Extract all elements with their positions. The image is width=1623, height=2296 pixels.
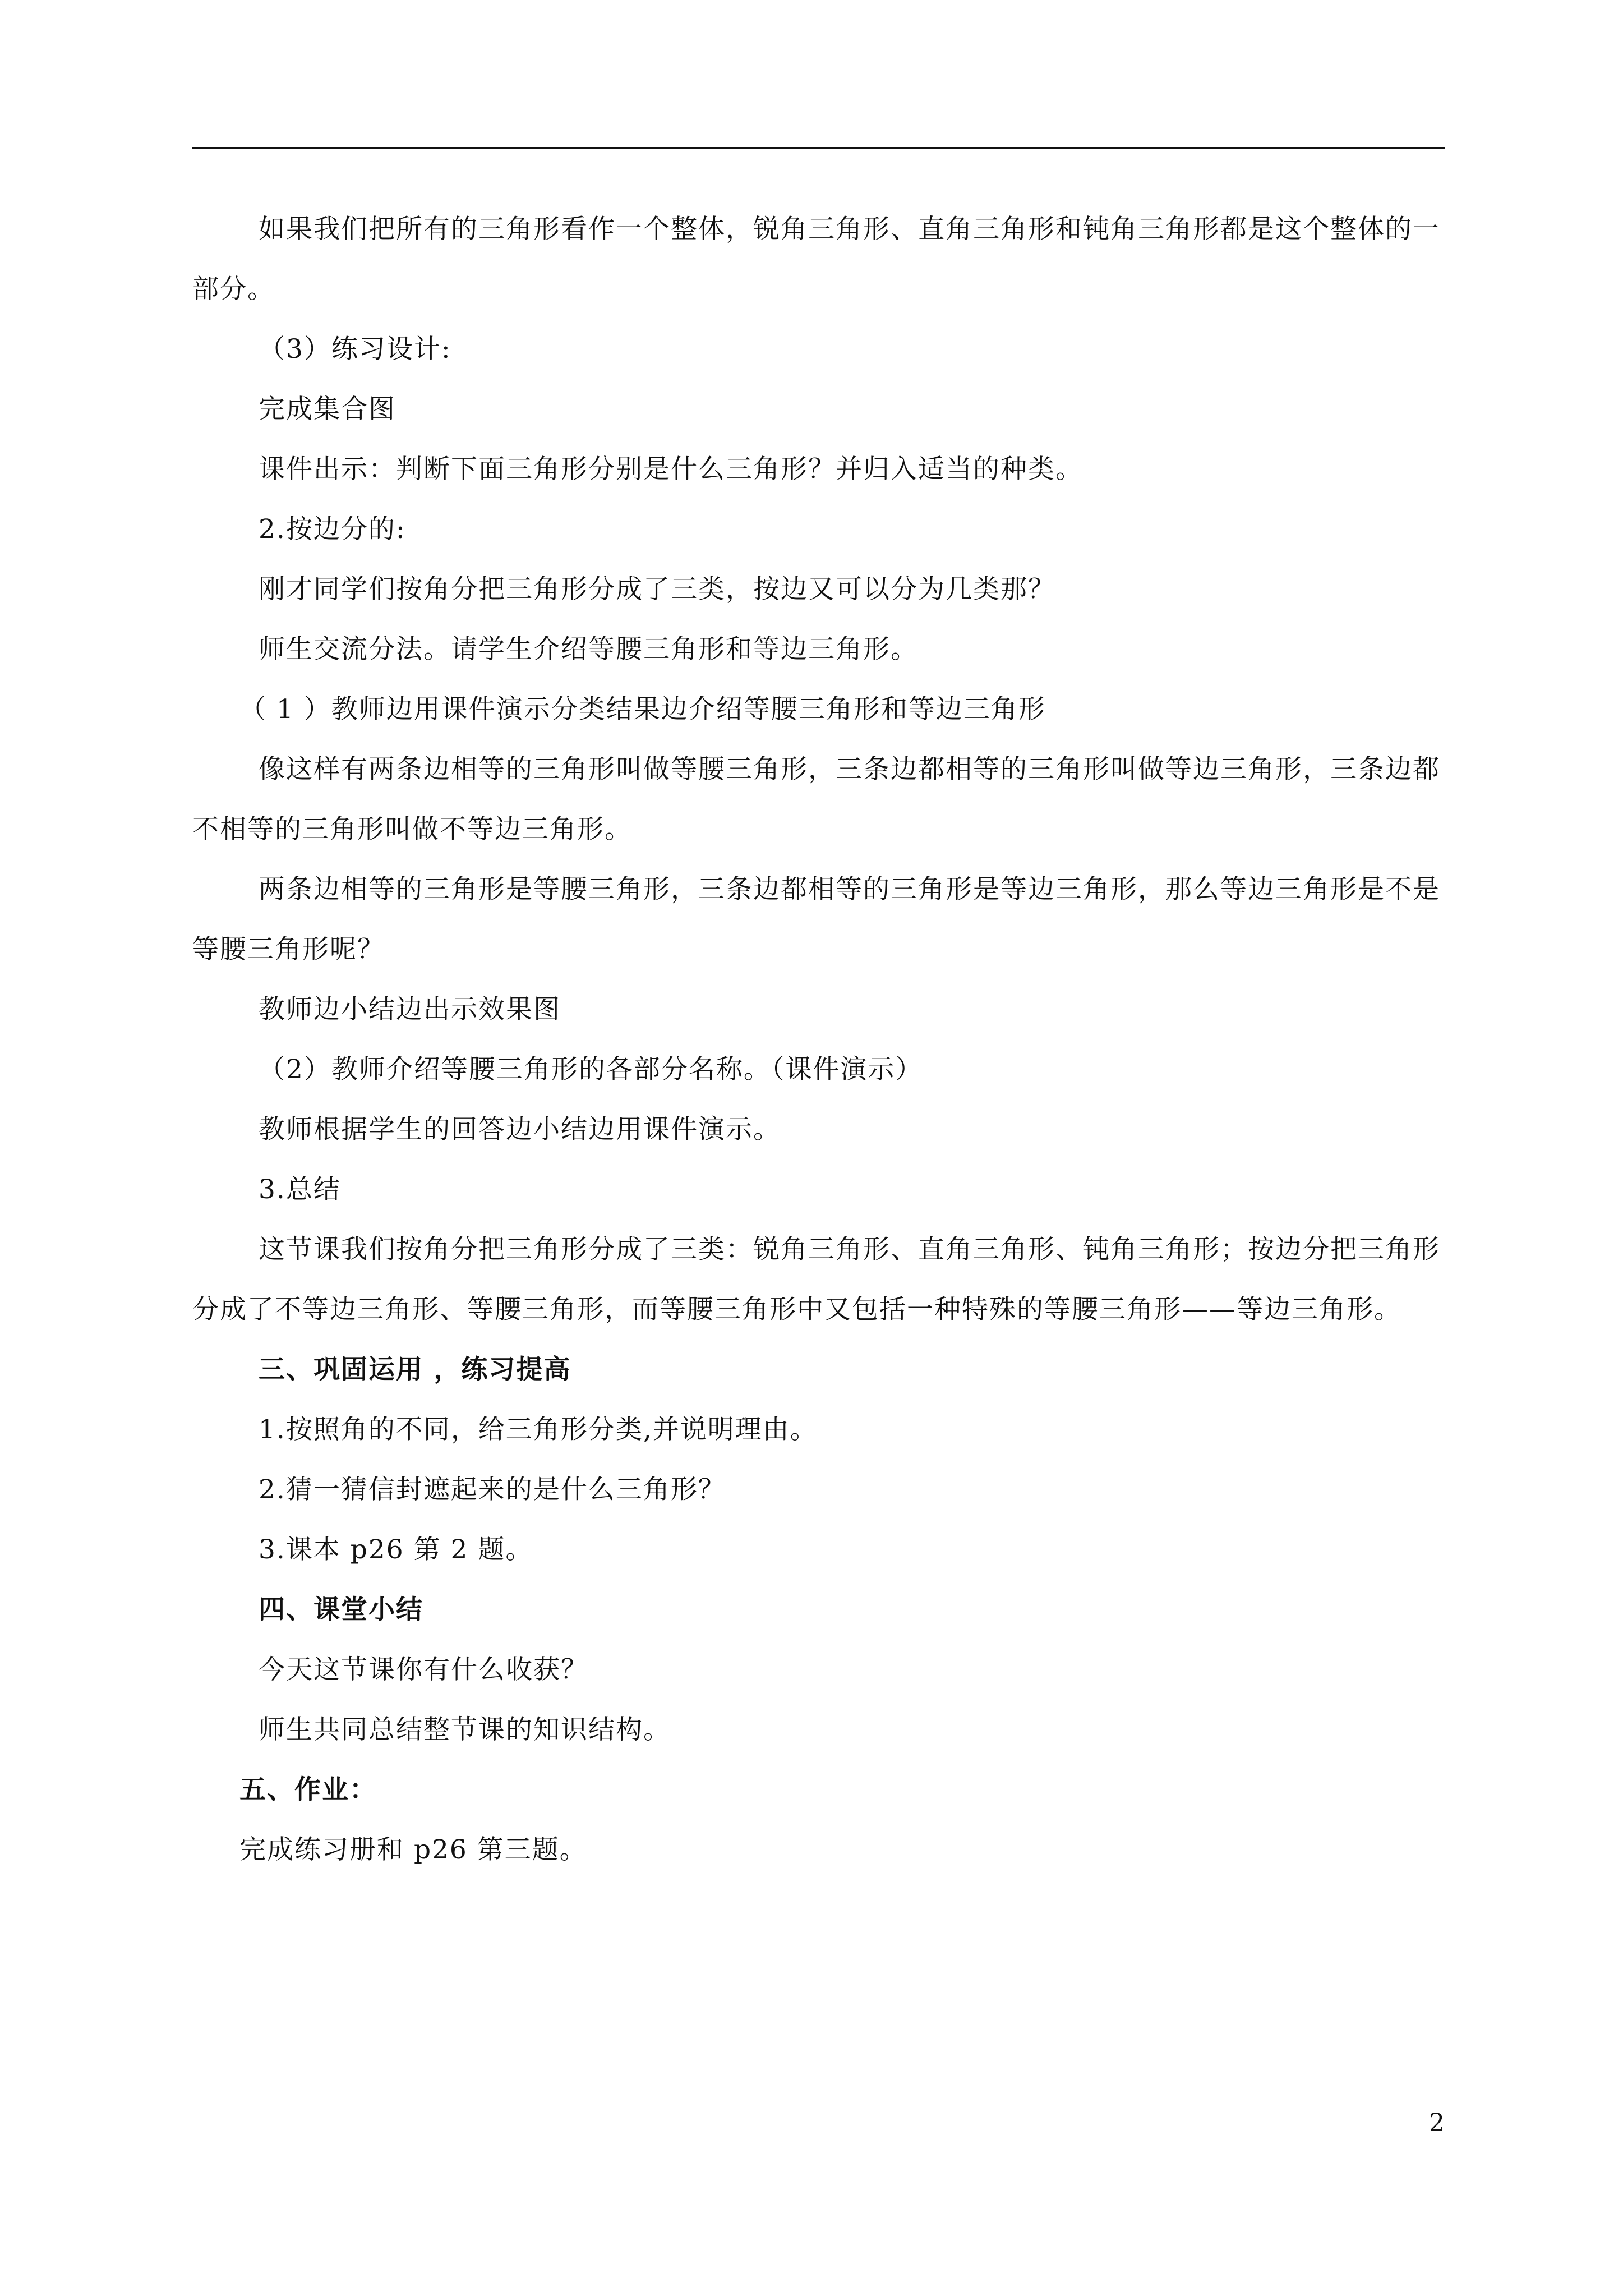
paragraph-teacher-summary-demo: 教师根据学生的回答边小结边用课件演示。 [259, 1114, 781, 1145]
section-heading-class-summary: 四、课堂小结 [259, 1594, 423, 1625]
paragraph-whole-and-parts: 如果我们把所有的三角形看作一个整体，锐角三角形、直角三角形和钝角三角形都是这个整体的一部分。 [192, 214, 1440, 305]
paragraph-teacher-student-exchange: 师生交流分法。请学生介绍等腰三角形和等边三角形。 [259, 634, 918, 665]
page-number: 2 [1429, 2109, 1445, 2137]
section-heading-consolidate: 三、巩固运用 ，练习提高 [259, 1354, 571, 1385]
section-heading-homework: 五、作业： [239, 1774, 377, 1805]
paragraph-isosceles-parts: （2）教师介绍等腰三角形的各部分名称。（课件演示） [259, 1054, 923, 1085]
paragraph-courseware-question: 课件出示：判断下面三角形分别是什么三角形？并归入适当的种类。 [259, 454, 1083, 485]
paragraph-summary-diagram: 教师边小结边出示效果图 [259, 994, 561, 1025]
header-rule [192, 147, 1445, 149]
paragraph-exercise-design: （3）练习设计: [259, 334, 451, 365]
paragraph-classify-by-sides: 2.按边分的: [259, 514, 406, 545]
paragraph-knowledge-structure: 师生共同总结整节课的知识结构。 [259, 1714, 671, 1745]
paragraph-isosceles-definition: 像这样有两条边相等的三角形叫做等腰三角形，三条边都相等的三角形叫做等边三角形，三条边都不相等的三角形叫做不等边三角形。 [192, 754, 1440, 845]
paragraph-complete-set-diagram: 完成集合图 [259, 394, 396, 425]
paragraph-exercise-1: 1.按照角的不同，给三角形分类,并说明理由。 [259, 1414, 818, 1445]
paragraph-homework: 完成练习册和 p26 第三题。 [239, 1834, 587, 1865]
document-body [192, 199, 1445, 1880]
paragraph-exercise-2: 2.猜一猜信封遮起来的是什么三角形？ [259, 1474, 726, 1505]
paragraph-lesson-summary: 这节课我们按角分把三角形分成了三类：锐角三角形、直角三角形、钝角三角形；按边分把三角形分成了不等边三角形、等腰三角形，而等腰三角形中又包括一种特殊的等腰三角形——等边三角形。 [192, 1234, 1440, 1325]
paragraph-sides-question: 刚才同学们按角分把三角形分成了三类，按边又可以分为几类那？ [259, 574, 1055, 605]
paragraph-exercise-3: 3.课本 p26 第 2 题。 [259, 1534, 533, 1565]
paragraph-equilateral-question: 两条边相等的三角形是等腰三角形，三条边都相等的三角形是等边三角形，那么等边三角形是不是等腰三角形呢？ [192, 874, 1440, 965]
paragraph-teacher-demo: （ 1 ）教师边用课件演示分类结果边介绍等腰三角形和等边三角形 [239, 694, 1046, 725]
paragraph-what-learned: 今天这节课你有什么收获？ [259, 1654, 588, 1685]
paragraph-summary-heading: 3.总结 [259, 1174, 341, 1205]
